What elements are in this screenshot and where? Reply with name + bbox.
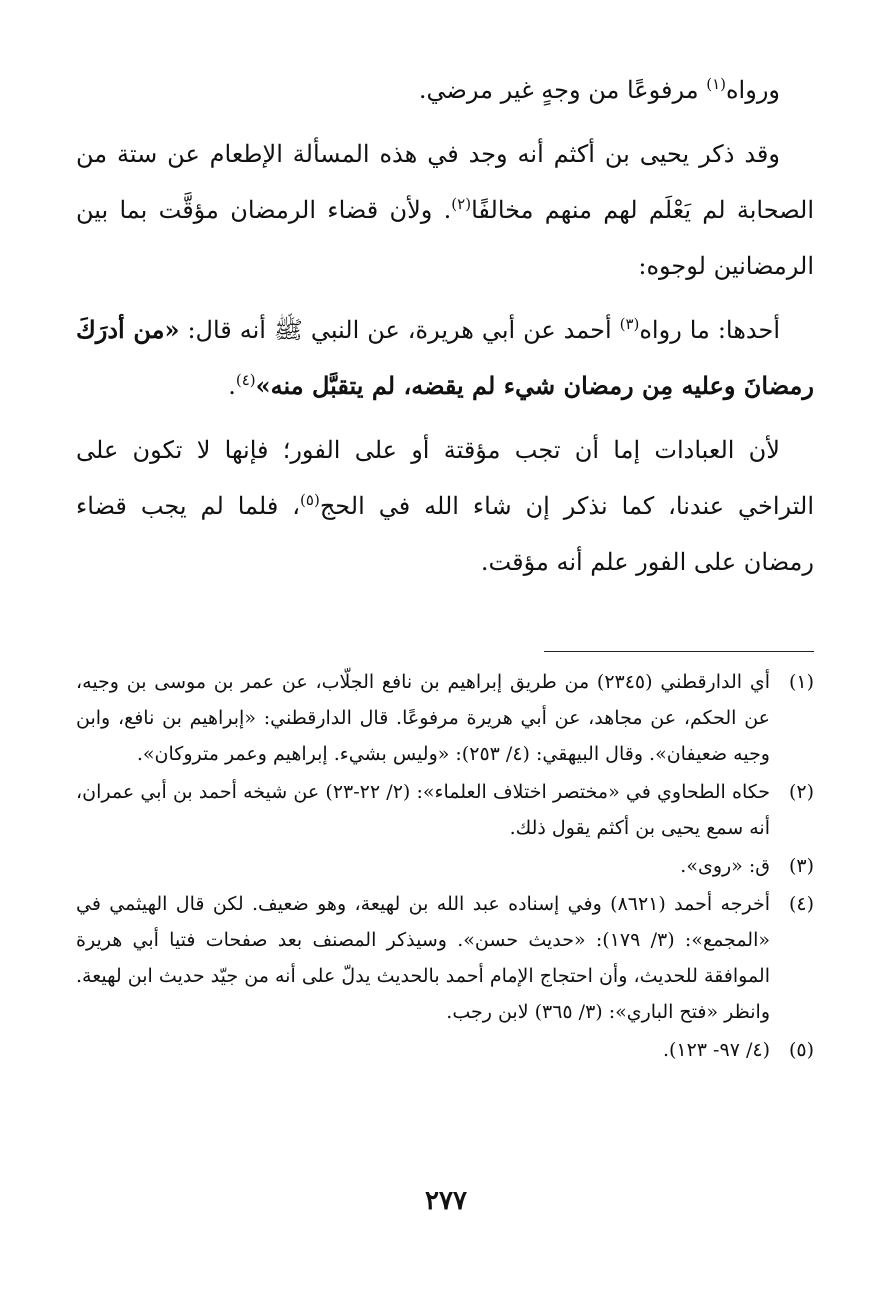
footnote-number: (٥) [788, 1039, 814, 1061]
footnote-number: (٢) [788, 781, 814, 803]
footnote-text: أخرجه أحمد (٨٦٢١) وفي إسناده عبد الله بن لهيعة، وهو ضعيف. لكن قال الهيثمي في «المجمع»: (٣/ ١٧٩): «حديث حسن». وسيذكر المصنف بعد صفحات فتيا أبي هريرة الموافقة للحديث، وأن احتجاج الإمام أحمد بالحديث يدلّ على أنه من جيّد حديث ابن لهيعة. وانظر «فتح الباري»: (٣/ ٣٦٥) لابن رجب. [76, 893, 770, 1023]
footnote-number: (٤) [788, 893, 814, 915]
footnote-text: أي الدارقطني (٢٣٤٥) من طريق إبراهيم بن نافع الجلّاب، عن عمر بن موسى بن وجيه، عن الحكم، عن مجاهد، عن أبي هريرة مرفوعًا. قال الدارقطني: «إبراهيم بن نافع، وابن وجيه ضعيفان». وقال البيهقي: (٤/ ٢٥٣): «وليس بشيء. إبراهيم وعمر متروكان». [76, 671, 770, 765]
paragraph-4: لأن العبادات إما أن تجب مؤقتة أو على الفور؛ فإنها لا تكون على التراخي عندنا، كما نذكر إن شاء الله في الحج$^{(٥)}$، فلما لم يجب قضاء رمضان على الفور علم أنه مؤقت. [76, 436, 814, 576]
footnote-ref-2[interactable]: (٢) [451, 195, 472, 213]
footnote-ref-3[interactable]: (٣) [619, 315, 640, 333]
footnote-text: (٤/ ٩٧- ١٢٣). [662, 1039, 770, 1061]
footnote-number: (١) [788, 671, 814, 693]
footnote-ref-4[interactable]: (٤) [235, 371, 256, 389]
footnote-5 [76, 1032, 814, 1068]
footnote-ref-5[interactable]: (٥) [300, 491, 320, 509]
paragraph-1: ورواه$^{(١)}$ مرفوعًا من وجهٍ غير مرضي. [418, 75, 780, 104]
footnote-1 [76, 664, 814, 772]
footnote-ref-1[interactable]: (١) [706, 75, 726, 93]
hadith-quote: «من أدرَكَ رمضانَ وعليه مِن رمضان شيء لم يقضه، لم يتقبَّل منه» [76, 315, 814, 400]
footnote-2 [76, 774, 814, 846]
footnote-text: حكاه الطحاوي في «مختصر اختلاف العلماء»: (٢/ ٢٢-٢٣) عن شيخه أحمد بن أبي عمران، أنه سمع يحيى بن أكثم يقول ذلك. [76, 781, 770, 839]
footnotes [76, 664, 814, 1070]
main-text [76, 62, 814, 598]
footnote-4 [76, 886, 814, 1030]
footnote-number: (٣) [788, 855, 814, 877]
footnote-3 [76, 848, 814, 884]
paragraph-2: وقد ذكر يحيى بن أكثم أنه وجد في هذه المسألة الإطعام عن ستة من الصحابة لم يَعْلَم لهم منهم مخالفًا$^{(٢)}$. ولأن قضاء الرمضان مؤقَّت بما بين الرمضانين لوجوه: [76, 140, 815, 280]
footnote-separator [544, 651, 814, 652]
footnote-text: ق: «روى». [680, 855, 770, 877]
paragraph-3: أحدها: ما رواه$^{(٣)}$ أحمد عن أبي هريرة، عن النبي ﷺ أنه قال: «من أدرَكَ رمضانَ وعليه مِن رمضان شيء لم يقضه، لم يتقبَّل منه»$^{(٤)}$. [76, 315, 814, 400]
page-number: ٢٧٧ [425, 1186, 467, 1216]
